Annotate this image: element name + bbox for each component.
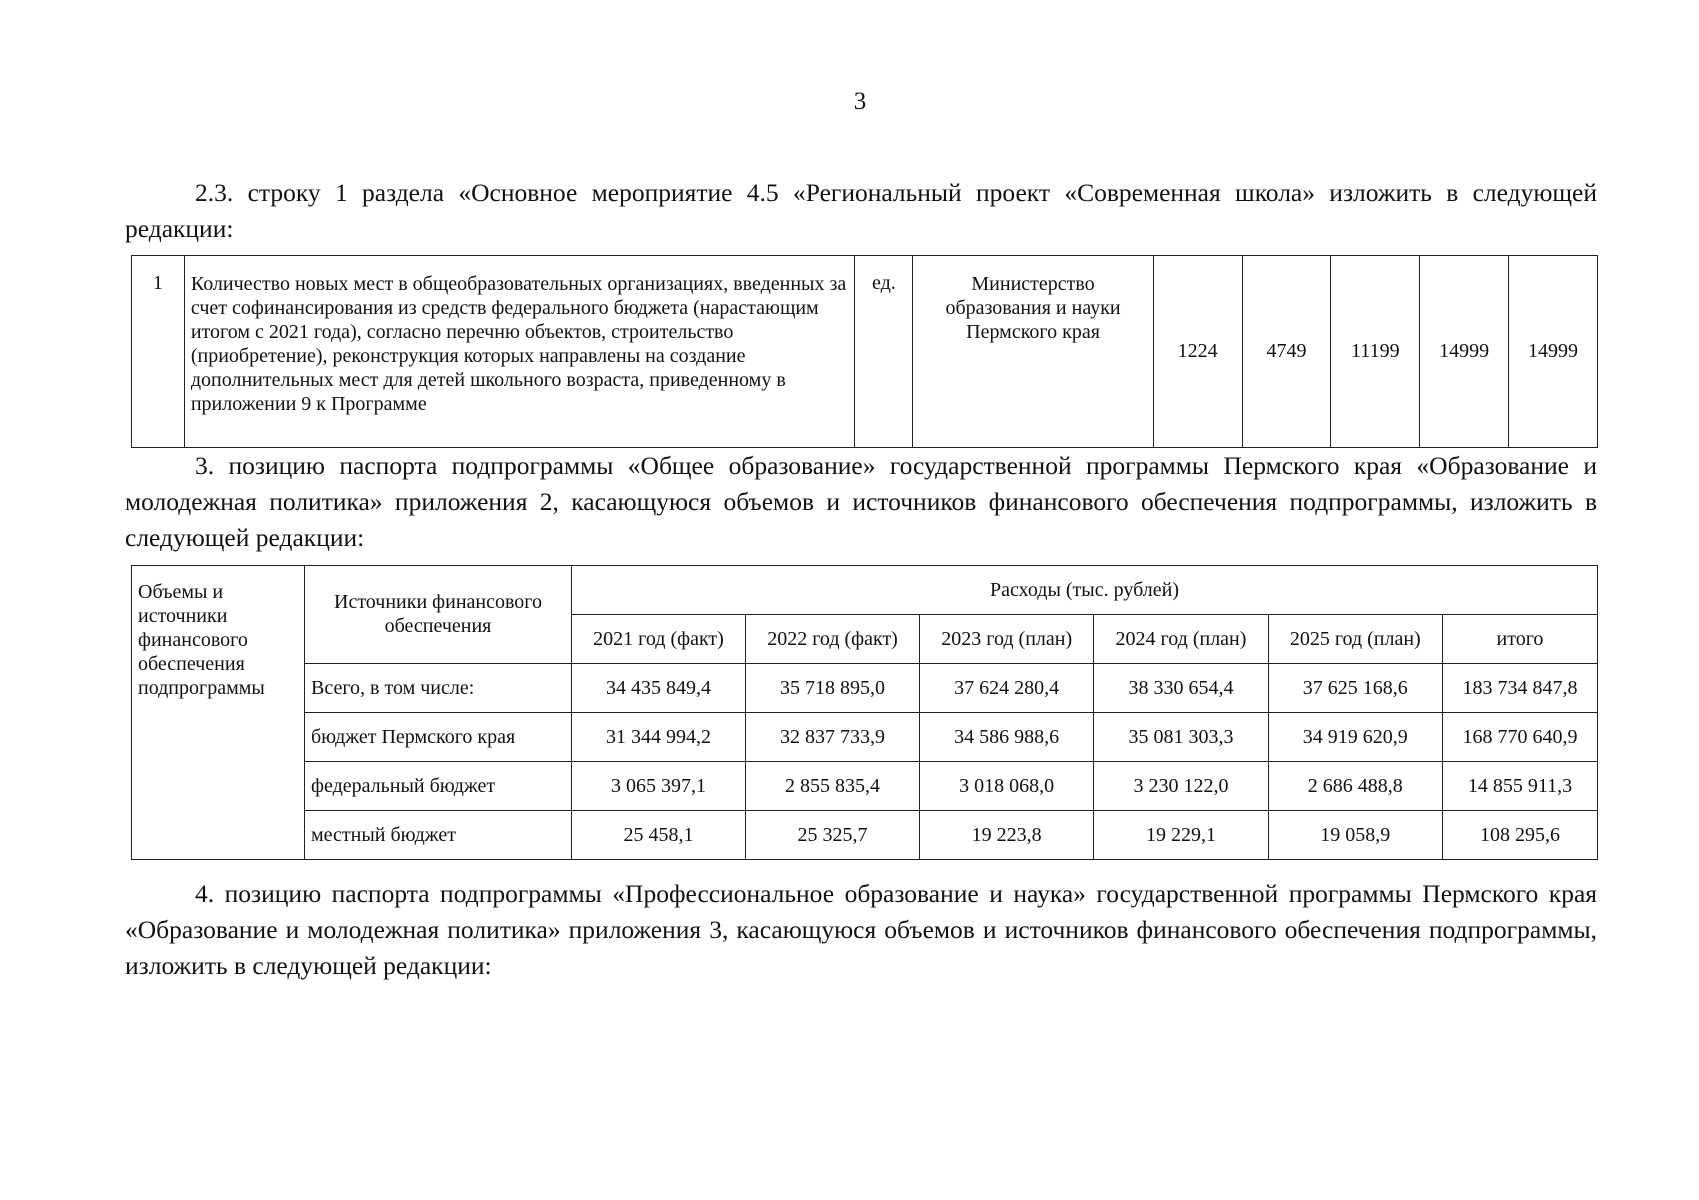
amount-cell: 14 855 911,3 (1442, 762, 1597, 811)
finance-table (131, 565, 1598, 860)
amount-cell: 2 855 835,4 (746, 762, 920, 811)
column-header: 2023 год (план) (920, 615, 1094, 664)
sources-header: Источники финансового обеспечения (305, 566, 572, 664)
column-header: 2024 год (план) (1094, 615, 1268, 664)
expenses-header: Расходы (тыс. рублей) (572, 566, 1598, 615)
value-cell: 1224 (1153, 256, 1242, 448)
amount-cell: 32 837 733,9 (746, 713, 920, 762)
amount-cell: 25 325,7 (746, 811, 920, 860)
value-cell: 14999 (1420, 256, 1509, 448)
table-header-row (132, 566, 1598, 615)
column-header: 2022 год (факт) (746, 615, 920, 664)
amount-cell: 34 435 849,4 (572, 664, 746, 713)
source-cell: бюджет Пермского края (305, 713, 572, 762)
paragraph-3 (125, 448, 1597, 556)
source-cell: местный бюджет (305, 811, 572, 860)
amount-cell: 37 625 168,6 (1268, 664, 1442, 713)
row-header: Объемы и источники финансового обеспечения подпрограммы (132, 566, 305, 860)
table-row (132, 664, 1598, 713)
amount-cell: 35 081 303,3 (1094, 713, 1268, 762)
unit-cell: ед. (855, 256, 913, 448)
table-row (132, 762, 1598, 811)
amount-cell: 108 295,6 (1442, 811, 1597, 860)
column-header: 2025 год (план) (1268, 615, 1442, 664)
indicator-table (131, 255, 1598, 448)
column-header: итого (1442, 615, 1597, 664)
amount-cell: 3 230 122,0 (1094, 762, 1268, 811)
responsible-cell: Министерство образования и науки Пермского края (913, 256, 1153, 448)
amount-cell: 19 223,8 (920, 811, 1094, 860)
amount-cell: 34 586 988,6 (920, 713, 1094, 762)
paragraph-3-text: 3. позицию паспорта подпрограммы «Общее образование» государственной программы Пермского края «Образование и молодежная политика» приложения 2, касающуюся объемов и источников финансового обеспечения подпрограммы, изложить в следующей редакции: (125, 451, 1597, 552)
table-row (132, 811, 1598, 860)
amount-cell: 37 624 280,4 (920, 664, 1094, 713)
value-cell: 14999 (1509, 256, 1598, 448)
paragraph-2-3-text: 2.3. строку 1 раздела «Основное мероприятие 4.5 «Региональный проект «Современная школа» изложить в следующей редакции: (125, 178, 1597, 243)
table-row (132, 256, 1598, 448)
amount-cell: 3 065 397,1 (572, 762, 746, 811)
value-cell: 4749 (1242, 256, 1331, 448)
amount-cell: 38 330 654,4 (1094, 664, 1268, 713)
amount-cell: 168 770 640,9 (1442, 713, 1597, 762)
paragraph-4 (125, 876, 1597, 984)
amount-cell: 183 734 847,8 (1442, 664, 1597, 713)
row-number: 1 (132, 256, 185, 448)
source-cell: федеральный бюджет (305, 762, 572, 811)
column-header: 2021 год (факт) (572, 615, 746, 664)
amount-cell: 19 229,1 (1094, 811, 1268, 860)
amount-cell: 25 458,1 (572, 811, 746, 860)
paragraph-2-3 (125, 175, 1597, 247)
amount-cell: 2 686 488,8 (1268, 762, 1442, 811)
amount-cell: 31 344 994,2 (572, 713, 746, 762)
amount-cell: 3 018 068,0 (920, 762, 1094, 811)
value-cell: 11199 (1331, 256, 1420, 448)
amount-cell: 34 919 620,9 (1268, 713, 1442, 762)
source-cell: Всего, в том числе: (305, 664, 572, 713)
amount-cell: 19 058,9 (1268, 811, 1442, 860)
indicator-description: Количество новых мест в общеобразовательных организациях, введенных за счет софинансирования из средств федерального бюджета (нарастающим итогом с 2021 года), согласно перечню объектов, строительство (приобретение), реконструкция которых направлены на создание дополнительных мест для детей школьного возраста, приведенному в приложении 9 к Программе (184, 256, 855, 448)
table-row (132, 713, 1598, 762)
page-number: 3 (853, 88, 867, 115)
amount-cell: 35 718 895,0 (746, 664, 920, 713)
paragraph-4-text: 4. позицию паспорта подпрограммы «Профессиональное образование и наука» государственной программы Пермского края «Образование и молодежная политика» приложения 3, касающуюся объемов и источников финансового обеспечения подпрограммы, изложить в следующей редакции: (125, 879, 1597, 980)
